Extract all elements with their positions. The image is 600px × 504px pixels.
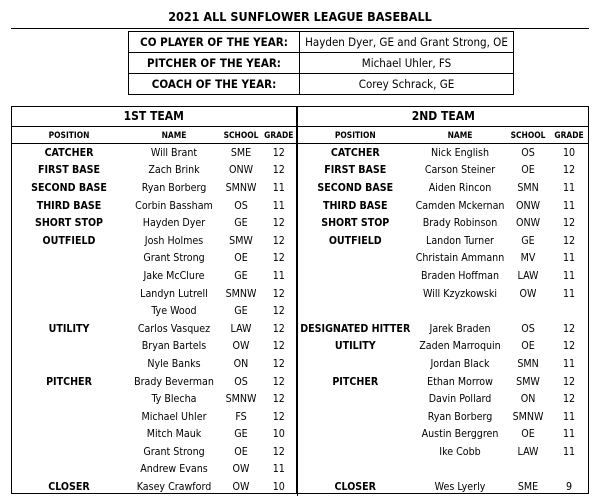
table-row [11,302,589,320]
first-team-grade: 12 [272,252,285,265]
first-team-grade: 12 [272,287,285,300]
first-team-grade: 11 [272,463,285,476]
second-team-school: ONW [515,217,541,230]
second-team-grade [549,461,589,479]
team-header-row [11,106,589,127]
first-team-grade: 12 [272,164,285,177]
second-team-grade: 12 [562,164,576,177]
second-team-position [297,461,413,479]
second-team-school: GE [521,234,535,247]
first-team-grade: 12 [272,234,285,247]
award-value: Michael Uhler, FS [300,53,514,74]
first-team-school: OW [232,340,250,353]
second-team-name: Austin Berggren [421,428,499,441]
second-team-grade: 12 [562,393,576,406]
second-team-name: Braden Hoffman [421,269,500,282]
table-row [11,338,589,356]
first-team-school: GE [234,269,248,282]
second-team-school: ONW [515,199,541,212]
table-row [11,426,589,444]
title-underline [11,28,589,29]
first-team-position: PITCHER [46,375,92,388]
award-row [129,32,514,53]
first-team-header: 1ST TEAM [11,106,297,127]
first-team-position [11,338,127,356]
first-team-grade: 10 [272,481,285,494]
first-team-grade: 11 [272,199,285,212]
table-row [11,408,589,426]
award-value: Hayden Dyer, GE and Grant Strong, OE [300,32,514,53]
first-team-grade: 12 [272,305,285,318]
first-team-grade: 12 [272,357,285,370]
first-team-school: ONW [228,164,254,177]
first-team-grade: 12 [272,146,285,159]
second-team-name: Brady Robinson [422,217,498,230]
first-team-name: Will Brant [150,146,198,159]
table-row [11,179,589,197]
first-team-school: OE [234,252,248,265]
award-label: COACH OF THE YEAR: [129,74,300,95]
table-row [11,250,589,268]
first-team-name: Brady Beverman [134,375,214,388]
first-team-name: Josh Holmes [144,234,204,247]
first-team-name: Jake McClure [143,269,205,282]
table-row [11,232,589,250]
first-team-grade: 12 [272,410,285,423]
second-team-grade: 12 [562,234,576,247]
second-team-position [297,250,413,268]
first-team-school: GE [234,428,248,441]
second-team-grade: 11 [562,269,576,282]
second-team-position: CLOSER [297,478,413,496]
first-team-school: SMNW [225,393,257,406]
first-team-school: OW [232,481,250,494]
second-team-grade: 11 [562,199,576,212]
first-team-position [11,408,127,426]
first-team-grade: 12 [272,340,285,353]
second-team-name: Will Kzyzkowski [423,287,497,300]
second-team-grade: 10 [562,146,576,159]
table-row [11,285,589,303]
first-team-grade: 11 [272,181,285,194]
second-team-name: Nick English [431,146,489,159]
first-team-name: Ty Blecha [151,393,197,406]
second-team-grade: 12 [562,322,576,335]
second-team-name [413,461,507,479]
col-grade: GRADE [549,127,589,144]
second-team-school: SMW [516,375,540,388]
roster-table [11,106,589,496]
second-team-position [297,285,413,303]
second-team-position: UTILITY [297,338,413,356]
first-team-grade: 12 [272,217,285,230]
second-team-grade: 11 [562,428,576,441]
second-team-position: THIRD BASE [297,197,413,215]
first-team-position [11,302,127,320]
second-team-grade [549,302,589,320]
first-team-position [11,443,127,461]
col-school: SCHOOL [507,127,549,144]
first-team-name: Hayden Dyer [142,217,206,230]
first-team-position [11,461,127,479]
first-team-grade: 12 [272,375,285,388]
first-team-position: THIRD BASE [36,199,102,212]
first-team-grade: 10 [272,428,285,441]
table-row [11,355,589,373]
second-team-grade: 12 [562,375,576,388]
second-team-school: ON [520,393,536,406]
second-team-name: Aiden Rincon [428,181,492,194]
table-row [11,214,589,232]
second-team-school: LAW [517,445,539,458]
first-team-grade: 12 [272,393,285,406]
second-team-position [297,355,413,373]
second-team-name: Camden Mckernan [415,199,505,212]
first-team-school: ON [233,357,249,370]
second-team-name: Jordan Black [430,357,490,370]
roster-body [11,144,589,496]
second-team-name: Davin Pollard [428,393,492,406]
first-team-school: LAW [230,322,252,335]
first-team-name: Andrew Evans [140,463,208,476]
second-team-school: MV [520,252,536,265]
first-team-name: Grant Strong [143,252,205,265]
first-team-school: SME [230,146,252,159]
first-team-name: Nyle Banks [147,357,201,370]
first-team-position [11,355,127,373]
second-team-position: SHORT STOP [297,214,413,232]
first-team-position: CATCHER [44,146,94,159]
second-team-position: FIRST BASE [297,162,413,180]
second-team-position: CATCHER [297,144,413,162]
second-team-school: OE [521,164,535,177]
table-row [11,461,589,479]
second-team-name: Jarek Braden [429,322,491,335]
first-team-position: UTILITY [48,322,90,335]
table-row [11,390,589,408]
second-team-school: SMN [517,357,539,370]
second-team-name: Zaden Marroquin [419,340,501,353]
second-team-grade: 11 [562,357,576,370]
awards-table [128,31,514,95]
first-team-position [11,250,127,268]
award-row [129,74,514,95]
first-team-school: OS [234,375,248,388]
table-row [11,162,589,180]
second-team-grade: 12 [562,340,576,353]
second-team-name: Ike Cobb [439,445,481,458]
second-team-name [413,302,507,320]
second-team-position: DESIGNATED HITTER [297,320,413,338]
first-team-grade: 12 [272,445,285,458]
second-team-header: 2ND TEAM [297,106,589,127]
second-team-position: OUTFIELD [297,232,413,250]
second-team-position [297,443,413,461]
first-team-school: SMNW [225,287,257,300]
first-team-name: Zach Brink [148,164,200,177]
second-team-name: Christain Ammann [415,252,505,265]
second-team-school [507,461,549,479]
first-team-grade: 11 [272,269,285,282]
second-team-grade: 11 [562,252,576,265]
first-team-name: Kasey Crawford [136,481,212,494]
first-team-name: Tye Wood [151,305,197,318]
col-school: SCHOOL [221,127,261,144]
table-row [11,443,589,461]
first-team-position [11,285,127,303]
first-team-position: OUTFIELD [42,234,96,247]
first-team-name: Michael Uhler [141,410,207,423]
second-team-grade: 11 [562,410,576,423]
col-grade: GRADE [261,127,297,144]
table-row [11,373,589,391]
first-team-school: OW [232,463,250,476]
first-team-school: SMW [229,234,253,247]
first-team-school: OE [234,445,248,458]
first-team-name: Mitch Mauk [146,428,202,441]
second-team-name: Landon Turner [426,234,494,247]
first-team-school: SMNW [225,181,257,194]
table-row [11,267,589,285]
col-position: POSITION [297,127,413,144]
first-team-grade: 12 [272,322,285,335]
first-team-name: Ryan Borberg [141,181,207,194]
first-team-name: Grant Strong [143,445,205,458]
first-team-position [11,390,127,408]
second-team-position [297,302,413,320]
second-team-position: SECOND BASE [297,179,413,197]
second-team-grade: 9 [565,481,573,494]
table-row [11,144,589,162]
first-team-name: Bryan Bartels [141,340,207,353]
second-team-position [297,390,413,408]
second-team-school: OE [521,340,535,353]
first-team-position: SECOND BASE [31,181,107,194]
second-team-grade: 11 [562,181,576,194]
award-label: PITCHER OF THE YEAR: [129,53,300,74]
first-team-name: Carlos Vasquez [137,322,211,335]
second-team-position [297,267,413,285]
second-team-school: OS [521,322,535,335]
second-team-position [297,408,413,426]
col-name: NAME [413,127,507,144]
second-team-grade: 11 [562,445,576,458]
second-team-school [507,302,549,320]
first-team-school: GE [234,305,248,318]
first-team-position [11,267,127,285]
first-team-school: FS [235,410,247,423]
table-row [11,320,589,338]
second-team-school: OS [521,146,535,159]
first-team-position: SHORT STOP [34,217,104,230]
award-row [129,53,514,74]
award-value: Corey Schrack, GE [300,74,514,95]
second-team-school: OE [521,428,535,441]
second-team-grade: 12 [562,217,576,230]
second-team-name: Wes Lyerly [434,481,486,494]
column-header-row [11,127,589,144]
col-position: POSITION [11,127,127,144]
first-team-school: GE [234,217,248,230]
second-team-school: SME [517,481,539,494]
col-name: NAME [127,127,221,144]
second-team-position: PITCHER [297,373,413,391]
first-team-name: Landyn Lutrell [140,287,208,300]
table-row [11,197,589,215]
second-team-school: SMNW [512,410,544,423]
page-title: 2021 ALL SUNFLOWER LEAGUE BASEBALL [168,9,432,24]
first-team-position: CLOSER [48,481,90,494]
second-team-name: Ryan Borberg [427,410,493,423]
second-team-school: SMN [517,181,539,194]
second-team-name: Carson Steiner [424,164,496,177]
second-team-position [297,426,413,444]
first-team-position [11,426,127,444]
second-team-school: OW [519,287,537,300]
first-team-name: Corbin Bassham [135,199,213,212]
award-label: CO PLAYER OF THE YEAR: [129,32,300,53]
second-team-school: LAW [517,269,539,282]
second-team-grade: 11 [562,287,576,300]
first-team-school: OS [234,199,248,212]
table-row [11,478,589,496]
second-team-name: Ethan Morrow [427,375,493,388]
first-team-position: FIRST BASE [37,164,101,177]
